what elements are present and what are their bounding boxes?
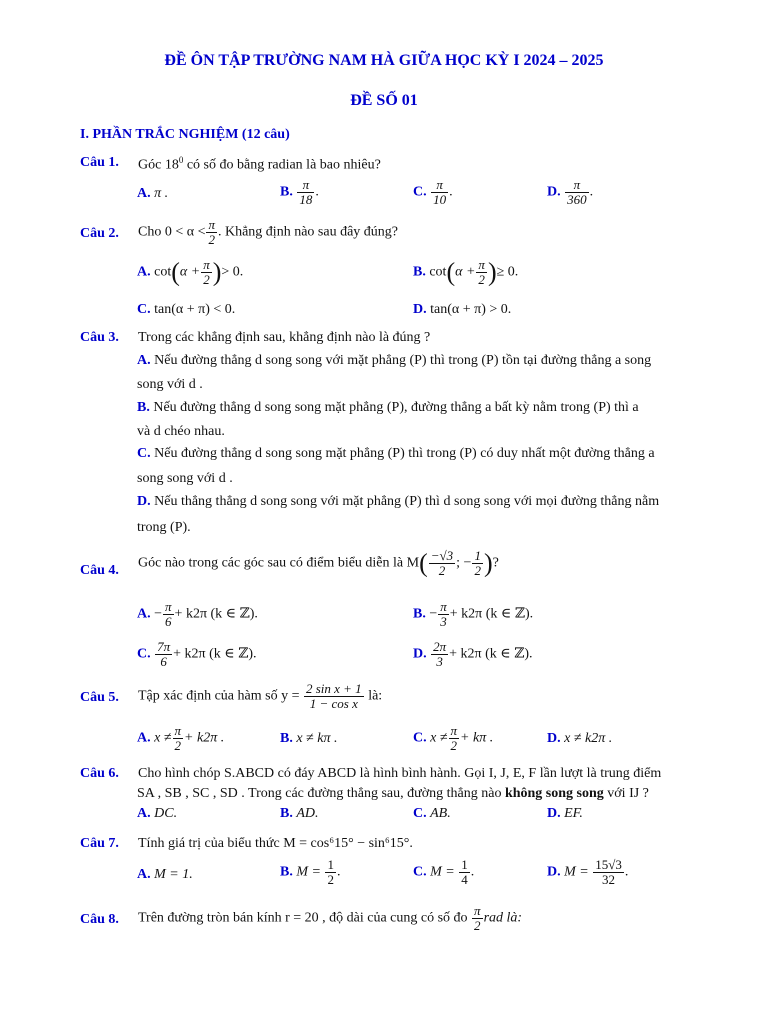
q3-option-d-cont: trong (P). [137,520,191,535]
q3-option-c[interactable]: C. Nếu đường thẳng d song song mặt phẳng (P) thì trong (P) có duy nhất một đường thẳng a [137,446,655,461]
question-label: Câu 6. [80,766,119,781]
page-title: ĐỀ ÔN TẬP TRƯỜNG NAM HÀ GIỮA HỌC KỲ I 2024 – 2025 [164,52,604,69]
q1-option-c[interactable]: C. $\frac{\pi}{10}$ . [413,177,453,207]
q6-option-d[interactable]: D. EF. [547,806,583,821]
question-6-cont: SA , SB , SC , SD . Trong các đường thẳng sau, đường thẳng nào không song song với IJ ? [137,786,649,801]
question-text: Góc nào trong các góc sau có điểm biểu diễn là M( $\frac{-√3}{2}$ ; − $\frac{1}{2}$ )? [138,548,499,578]
q5-option-d[interactable]: D. x ≠ k2π . [547,731,613,746]
q3-option-b[interactable]: B. Nếu đường thẳng d song song mặt phẳng (P), đường thẳng a bất kỳ nằm trong (P) thì a [137,400,639,415]
section-heading: I. PHẦN TRẮC NGHIỆM (12 câu) [80,127,290,142]
question-label: Câu 4. [80,563,119,578]
q1-option-a[interactable]: A. π . [137,186,169,201]
q7-option-b[interactable]: B. M = $\frac{1}{2}$ . [280,857,341,887]
question-text: Góc $18^0$ có số đo bằng radian là bao nhiêu? [138,155,381,173]
q6-option-c[interactable]: C. AB. [413,806,451,821]
question-label: Câu 8. [80,912,119,927]
q7-option-d[interactable]: D. M = $\frac{15√3}{32}$ . [547,857,629,887]
q3-option-d[interactable]: D. Nếu thẳng thẳng d song song với mặt phẳng (P) thì d song song với mọi đường thẳng nằm [137,494,660,509]
q5-option-a[interactable]: A. x ≠ $\frac{\pi}{2}$ + k2π . [137,723,225,753]
q2-option-b[interactable]: B. cot(α + $\frac{\pi}{2}$ )≥ 0. [413,257,519,287]
q7-option-c[interactable]: C. M = $\frac{1}{4}$ . [413,857,475,887]
q7-option-a[interactable]: A. M = 1. [137,867,193,882]
question-label: Câu 1. [80,155,119,170]
exam-number: ĐỀ SỐ 01 [350,92,418,109]
q2-option-d[interactable]: D. tan(α + π) > 0. [413,302,512,317]
question-text: Trên đường tròn bán kính r = 20 , độ dài của cung có số đo $\frac{\pi}{2}$ rad là: [138,903,523,933]
q6-option-a[interactable]: A. DC. [137,806,178,821]
q1-option-d[interactable]: D. $\frac{\pi}{360}$ . [547,177,594,207]
q3-option-a-cont: song với d . [137,377,203,392]
q3-option-b-cont: và d chéo nhau. [137,424,225,439]
q3-option-c-cont: song song với d . [137,471,233,486]
q4-option-a[interactable]: A. − $\frac{\pi}{6}$ + k2π (k ∈ ℤ). [137,599,258,629]
question-text: Tập xác định của hàm số y = $\frac{\text{2 sin x + 1}}{\text{1 − cos x}}$ là: [138,681,383,711]
question-text: Tính giá trị của biểu thức M = cos⁶15° − sin⁶15°. [138,836,413,851]
q4-option-c[interactable]: C. $\frac{7\pi}{6}$ + k2π (k ∈ ℤ). [137,639,257,669]
q4-option-b[interactable]: B. − $\frac{\pi}{3}$ + k2π (k ∈ ℤ). [413,599,534,629]
question-label: Câu 2. [80,226,119,241]
question-text: Cho hình chóp S.ABCD có đáy ABCD là hình bình hành. Gọi I, J, E, F lần lượt là trung điểm [138,766,662,781]
q2-option-c[interactable]: C. tan(α + π) < 0. [137,302,236,317]
question-text: Cho 0 < α < $\frac{\pi}{2}$ . Khẳng định nào sau đây đúng? [138,217,399,247]
q5-option-b[interactable]: B. x ≠ kπ . [280,731,338,746]
q4-option-d[interactable]: D. $\frac{2\pi}{3}$ + k2π (k ∈ ℤ). [413,639,533,669]
question-label: Câu 3. [80,330,119,345]
q3-option-a[interactable]: A. Nếu đường thẳng d song song với mặt phẳng (P) thì trong (P) tồn tại đường thẳng a song [137,353,652,368]
question-label: Câu 5. [80,690,119,705]
q1-option-b[interactable]: B. $\frac{\pi}{18}$ . [280,177,319,207]
question-label: Câu 7. [80,836,119,851]
q5-option-c[interactable]: C. x ≠ $\frac{\pi}{2}$ + kπ . [413,723,494,753]
q6-option-b[interactable]: B. AD. [280,806,319,821]
question-text: Trong các khẳng định sau, khẳng định nào là đúng ? [138,330,431,345]
q2-option-a[interactable]: A. cot(α + $\frac{\pi}{2}$ )> 0. [137,257,244,287]
